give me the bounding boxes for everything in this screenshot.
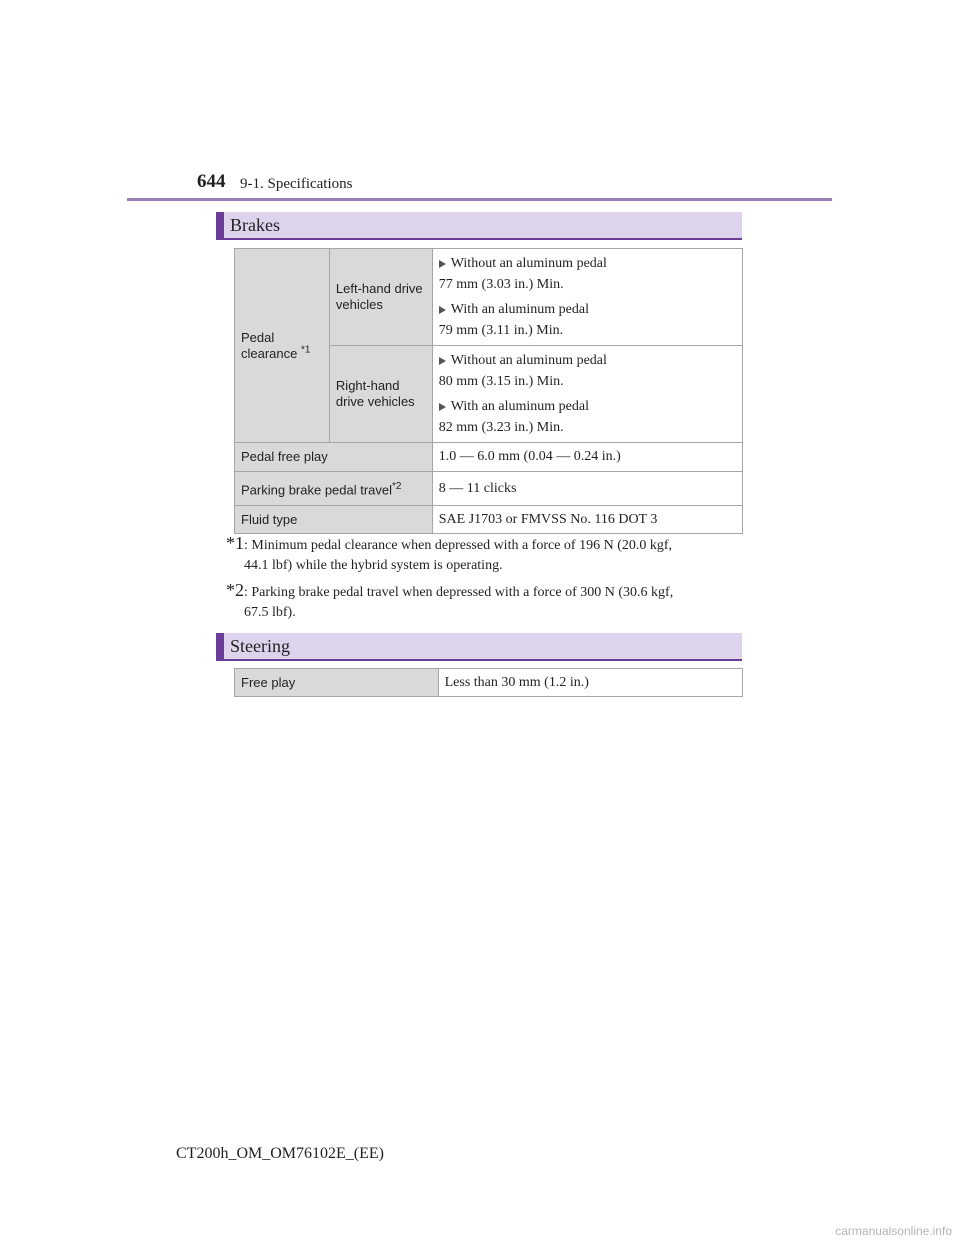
- footnote-1-text: : Minimum pedal clearance when depressed with a force of 196 N (20.0 kgf,: [244, 538, 673, 553]
- steering-spec-table: [234, 668, 743, 697]
- footnote-2-text-cont: 67.5 lbf).: [244, 605, 296, 620]
- footnote-mark-2: *2: [392, 480, 402, 492]
- steering-title: Steering: [230, 636, 290, 656]
- lhd-with-group: [439, 302, 736, 339]
- section-label: 9-1. Specifications: [240, 176, 353, 192]
- brakes-section-header: [216, 212, 742, 240]
- fluid-type-value: SAE J1703 or FMVSS No. 116 DOT 3: [432, 506, 742, 534]
- footnote-1: [226, 533, 742, 576]
- arrow-right-icon: [439, 260, 446, 268]
- pedal-clearance-label-cell: [235, 249, 330, 443]
- footnote-2-mark: *2: [226, 580, 244, 600]
- rhd-with-value: 82 mm (3.23 in.) Min.: [438, 419, 564, 435]
- lhd-without-group: [439, 256, 736, 293]
- steering-section-header: [216, 633, 742, 661]
- parking-brake-label: Parking brake pedal travel: [241, 482, 393, 498]
- table-row: [235, 249, 743, 346]
- table-row: [235, 472, 743, 506]
- footnote-1-text-cont: 44.1 lbf) while the hybrid system is operating.: [244, 558, 503, 573]
- arrow-right-icon: [439, 357, 446, 365]
- parking-brake-value: 8 — 11 clicks: [432, 472, 742, 506]
- document-code: CT200h_OM_OM76102E_(EE): [176, 1145, 384, 1162]
- watermark: carmanualsonline.info: [835, 1224, 952, 1238]
- rhd-without-label: Without an aluminum pedal: [450, 352, 607, 368]
- header-rule: [127, 198, 832, 201]
- rhd-label-cell: [329, 346, 432, 443]
- brakes-title: Brakes: [230, 215, 280, 235]
- steering-free-play-value: Less than 30 mm (1.2 in.): [438, 669, 742, 697]
- pedal-clearance-label: Pedal clearance: [241, 329, 298, 361]
- rhd-values-cell: [432, 346, 742, 443]
- pedal-free-play-label: Pedal free play: [235, 443, 433, 472]
- rhd-without-group: [439, 353, 736, 390]
- brakes-spec-table: [234, 248, 743, 534]
- arrow-right-icon: [439, 403, 446, 411]
- lhd-label-cell: [329, 249, 432, 346]
- parking-brake-label-cell: [235, 472, 433, 506]
- rhd-with-label: With an aluminum pedal: [450, 398, 590, 414]
- page-number: 644: [197, 171, 226, 192]
- rhd-without-value: 80 mm (3.15 in.) Min.: [438, 373, 564, 389]
- rhd-label: Right-hand drive vehicles: [335, 378, 415, 409]
- table-row: [235, 506, 743, 534]
- lhd-with-value: 79 mm (3.11 in.) Min.: [438, 322, 564, 338]
- lhd-with-label: With an aluminum pedal: [450, 301, 590, 317]
- lhd-label: Left-hand drive vehicles: [335, 281, 423, 312]
- footnote-2: [226, 580, 742, 623]
- footnote-2-text: : Parking brake pedal travel when depressed with a force of 300 N (30.6 kgf,: [244, 585, 674, 600]
- arrow-right-icon: [439, 306, 446, 314]
- table-row: [235, 443, 743, 472]
- table-row: [235, 669, 743, 697]
- lhd-without-value: 77 mm (3.03 in.) Min.: [438, 276, 564, 292]
- steering-free-play-label: Free play: [235, 669, 439, 697]
- lhd-values-cell: [432, 249, 742, 346]
- fluid-type-label: Fluid type: [235, 506, 433, 534]
- lhd-without-label: Without an aluminum pedal: [450, 255, 607, 271]
- pedal-free-play-value: 1.0 — 6.0 mm (0.04 — 0.24 in.): [432, 443, 742, 472]
- footnote-mark-1: *1: [301, 344, 311, 356]
- footnote-1-mark: *1: [226, 533, 244, 553]
- rhd-with-group: [439, 399, 736, 436]
